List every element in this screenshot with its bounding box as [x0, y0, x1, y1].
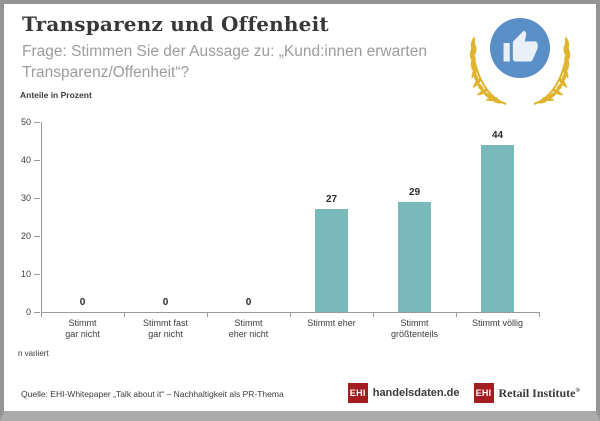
x-axis-category-labels	[41, 318, 539, 340]
bar-value-label: 0	[245, 297, 252, 308]
subtitle-line-2: Transparenz/Offenheit“?	[22, 64, 190, 81]
logo-retail-institute-label: Retail Institute®	[498, 385, 580, 400]
x-axis-tick	[124, 313, 125, 317]
y-axis-unit-label: Anteile in Prozent	[20, 90, 92, 100]
y-axis-tick-label: 30	[20, 192, 31, 203]
bar-value-label: 0	[79, 297, 86, 308]
y-axis-tick	[34, 160, 40, 161]
x-axis-tick	[456, 313, 457, 317]
bar-value-label: 44	[491, 130, 504, 141]
y-axis-tick	[34, 236, 40, 237]
footer-logos	[348, 383, 580, 403]
x-axis-tick	[539, 313, 540, 317]
registered-mark: ®	[575, 387, 580, 394]
logo-handelsdaten-label: handelsdaten.de	[372, 387, 460, 399]
bar	[481, 145, 514, 312]
bar	[315, 209, 348, 312]
bar-value-label: 27	[325, 194, 338, 205]
bar	[398, 202, 431, 312]
x-axis-category-label: Stimmt eher	[307, 318, 356, 328]
y-axis-tick	[34, 122, 40, 123]
y-axis-tick-label: 50	[20, 116, 31, 127]
thumbs-up-award-badge	[452, 16, 588, 108]
chart-question-subtitle	[22, 41, 482, 83]
x-axis-category-label: Stimmt eher nicht	[228, 318, 269, 339]
ehi-logo-box: EHI	[474, 383, 494, 403]
y-axis-tick-label: 10	[20, 268, 31, 279]
y-axis-tick	[34, 274, 40, 275]
y-axis-tick	[34, 312, 40, 313]
plot-area	[20, 116, 539, 317]
subtitle-line-1: Frage: Stimmen Sie der Aussage zu: „Kund:innen erwarten	[22, 43, 427, 60]
logo-ehi-retail-institute	[474, 383, 580, 403]
y-axis-tick-label: 40	[20, 154, 31, 165]
x-axis-category-label: Stimmt gar nicht	[65, 318, 100, 339]
y-axis-tick-label: 20	[20, 230, 31, 241]
x-axis-category-label: Stimmt größtenteils	[390, 318, 439, 339]
x-axis-category-label: Stimmt fast gar nicht	[142, 318, 188, 339]
y-axis-line	[41, 122, 42, 312]
y-axis-tick-label: 0	[25, 306, 31, 317]
bar-value-label: 0	[162, 297, 169, 308]
page-title: Transparenz und Offenheit	[22, 12, 329, 36]
x-axis-tick	[41, 313, 42, 317]
sample-size-note: n variiert	[18, 349, 49, 358]
x-axis-category-label: Stimmt völlig	[471, 318, 523, 328]
logo-handelsdaten	[348, 383, 460, 403]
x-axis-tick	[207, 313, 208, 317]
x-axis-tick	[373, 313, 374, 317]
source-caption: Quelle: EHI-Whitepaper „Talk about it“ – Nachhaltigkeit als PR-Thema	[21, 389, 284, 399]
ehi-logo-box: EHI	[348, 383, 368, 403]
x-axis-tick	[290, 313, 291, 317]
bar-value-label: 29	[408, 187, 421, 198]
y-axis-tick	[34, 198, 40, 199]
